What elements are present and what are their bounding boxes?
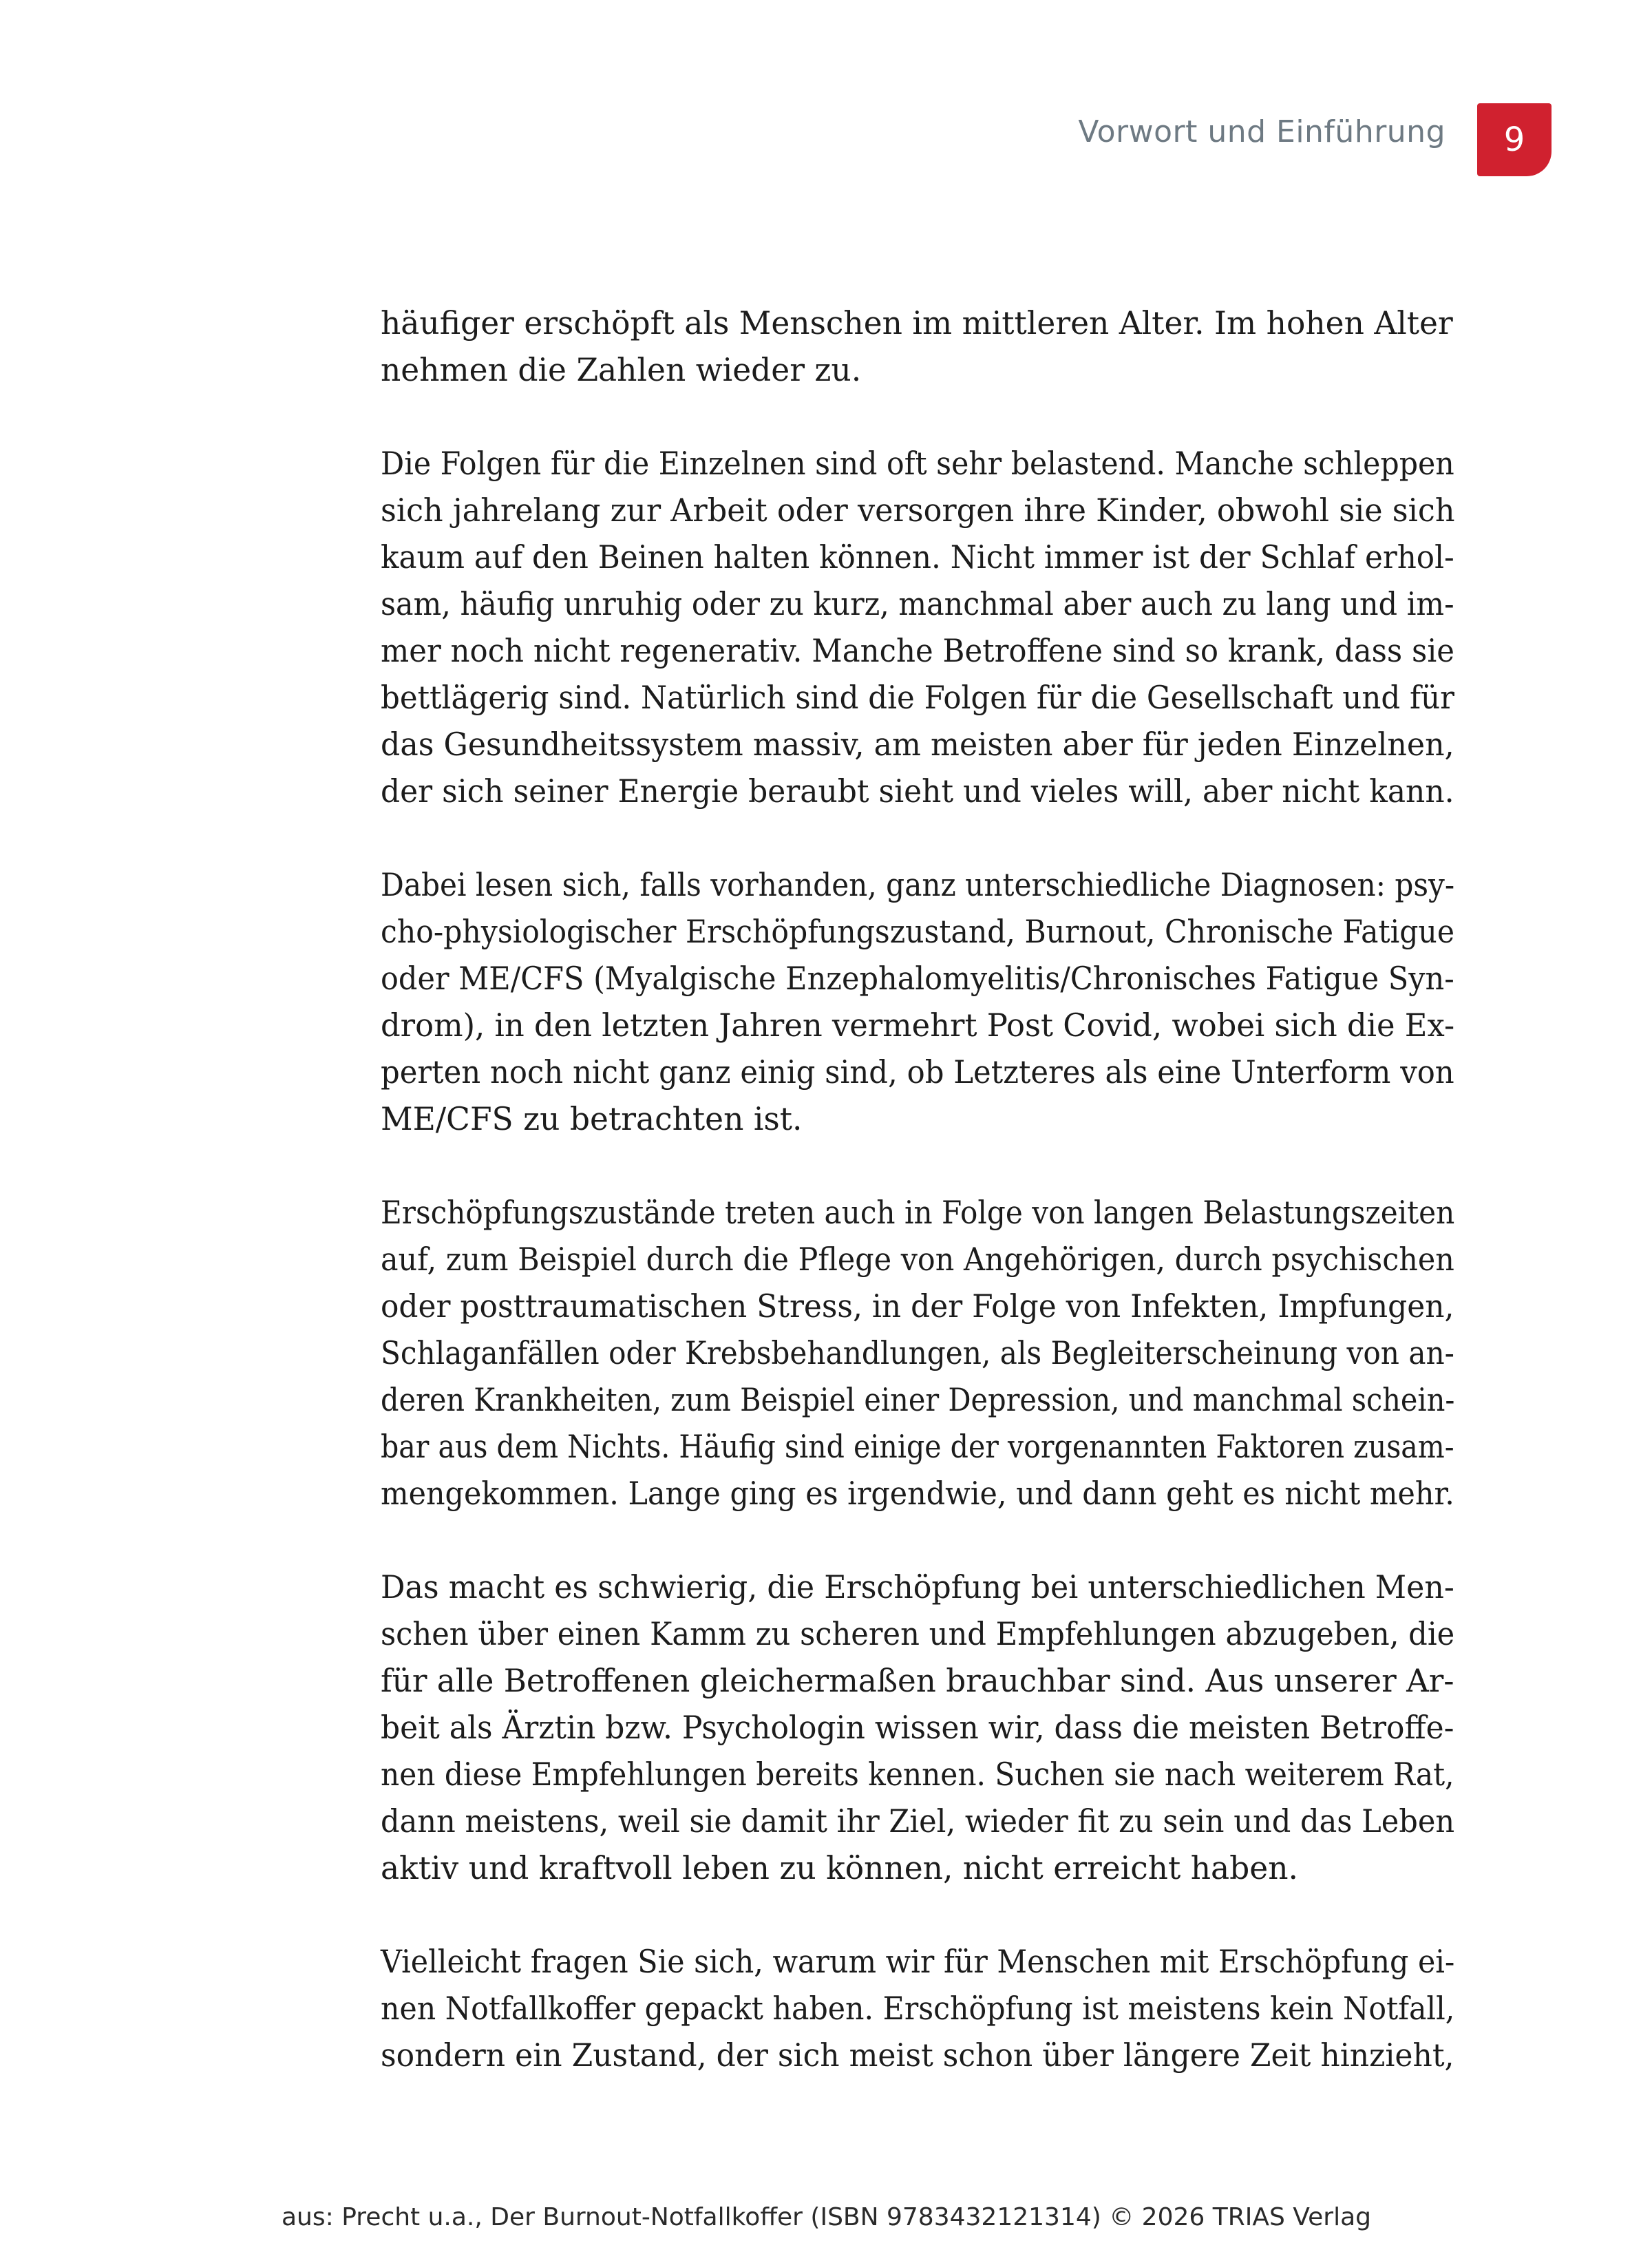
paragraph bbox=[381, 862, 1454, 1143]
text-line: perten noch nicht ganz einig sind, ob Letzteres als eine Unterform von bbox=[381, 1054, 1454, 1091]
text-line: häufiger erschöpft als Menschen im mittleren Alter. Im hohen Alter bbox=[381, 305, 1453, 341]
text-line: aktiv und kraftvoll leben zu können, nicht erreicht haben. bbox=[381, 1850, 1298, 1886]
text-line: sich jahrelang zur Arbeit oder versorgen ihre Kinder, obwohl sie sich bbox=[381, 492, 1455, 529]
text-line: bar aus dem Nichts. Häufig sind einige der vorgenannten Faktoren zusam- bbox=[381, 1429, 1454, 1465]
text-line: sondern ein Zustand, der sich meist schon über längere Zeit hinzieht, bbox=[381, 2037, 1454, 2074]
paragraph bbox=[381, 441, 1454, 815]
text-line: mengekommen. Lange ging es irgendwie, und dann geht es nicht mehr. bbox=[381, 1475, 1454, 1512]
body-text bbox=[381, 300, 1454, 2126]
text-line: ME/CFS zu betrachten ist. bbox=[381, 1101, 803, 1137]
text-line: beit als Ärztin bzw. Psychologin wissen wir, dass die meisten Betroffe- bbox=[381, 1709, 1454, 1746]
text-line: kaum auf den Beinen halten können. Nicht immer ist der Schlaf erhol- bbox=[381, 539, 1454, 576]
text-line: Erschöpfungszustände treten auch in Folge von langen Belastungszeiten bbox=[381, 1195, 1455, 1231]
footer-credit: aus: Precht u.a., Der Burnout-Notfallkoffer (ISBN 9783432121314) © 2026 TRIAS Verlag bbox=[282, 2203, 1371, 2231]
paragraph bbox=[381, 1564, 1454, 1892]
text-line: Die Folgen für die Einzelnen sind oft sehr belastend. Manche schleppen bbox=[381, 445, 1454, 482]
text-line: oder posttraumatischen Stress, in der Folge von Infekten, Impfungen, bbox=[381, 1288, 1454, 1325]
text-line: Das macht es schwierig, die Erschöpfung bei unterschiedlichen Men- bbox=[381, 1569, 1454, 1606]
text-line: der sich seiner Energie beraubt sieht und vieles will, aber nicht kann. bbox=[381, 773, 1454, 810]
text-line: oder ME/CFS (Myalgische Enzephalomyelitis/Chronisches Fatigue Syn- bbox=[381, 960, 1454, 997]
text-line: Schlaganfällen oder Krebsbehandlungen, als Begleiterscheinung von an- bbox=[381, 1335, 1454, 1371]
text-line: dann meistens, weil sie damit ihr Ziel, wieder fit zu sein und das Leben bbox=[381, 1803, 1455, 1840]
text-line: auf, zum Beispiel durch die Pflege von Angehörigen, durch psychischen bbox=[381, 1241, 1454, 1278]
text-line: das Gesundheitssystem massiv, am meisten aber für jeden Einzelnen, bbox=[381, 726, 1454, 763]
text-line: deren Krankheiten, zum Beispiel einer Depression, und manchmal schein- bbox=[381, 1382, 1455, 1418]
paragraph bbox=[381, 300, 1454, 394]
text-line: Vielleicht fragen Sie sich, warum wir für Menschen mit Erschöpfung ei- bbox=[381, 1944, 1455, 1980]
text-line: schen über einen Kamm zu scheren und Empfehlungen abzugeben, die bbox=[381, 1616, 1455, 1652]
text-line: nen Notfallkoffer gepackt haben. Erschöpfung ist meistens kein Notfall, bbox=[381, 1990, 1455, 2027]
paragraph bbox=[381, 1939, 1454, 2079]
text-line: nen diese Empfehlungen bereits kennen. Suchen sie nach weiterem Rat, bbox=[381, 1756, 1454, 1793]
text-line: cho-physiologischer Erschöpfungszustand, Burnout, Chronische Fatigue bbox=[381, 914, 1454, 950]
text-line: für alle Betroffenen gleichermaßen brauchbar sind. Aus unserer Ar- bbox=[381, 1663, 1454, 1699]
page-number: 9 bbox=[1503, 120, 1525, 159]
text-line: mer noch nicht regenerativ. Manche Betroffene sind so krank, dass sie bbox=[381, 633, 1454, 669]
text-line: drom), in den letzten Jahren vermehrt Post Covid, wobei sich die Ex- bbox=[381, 1007, 1455, 1044]
text-line: nehmen die Zahlen wieder zu. bbox=[381, 352, 862, 388]
running-header-title: Vorwort und Einführung bbox=[1078, 114, 1446, 149]
text-line: sam, häufig unruhig oder zu kurz, manchmal aber auch zu lang und im- bbox=[381, 586, 1454, 622]
text-line: bettlägerig sind. Natürlich sind die Folgen für die Gesellschaft und für bbox=[381, 680, 1454, 716]
paragraph bbox=[381, 1190, 1454, 1517]
page-number-badge bbox=[1477, 103, 1552, 176]
text-line: Dabei lesen sich, falls vorhanden, ganz unterschiedliche Diagnosen: psy- bbox=[381, 867, 1455, 903]
